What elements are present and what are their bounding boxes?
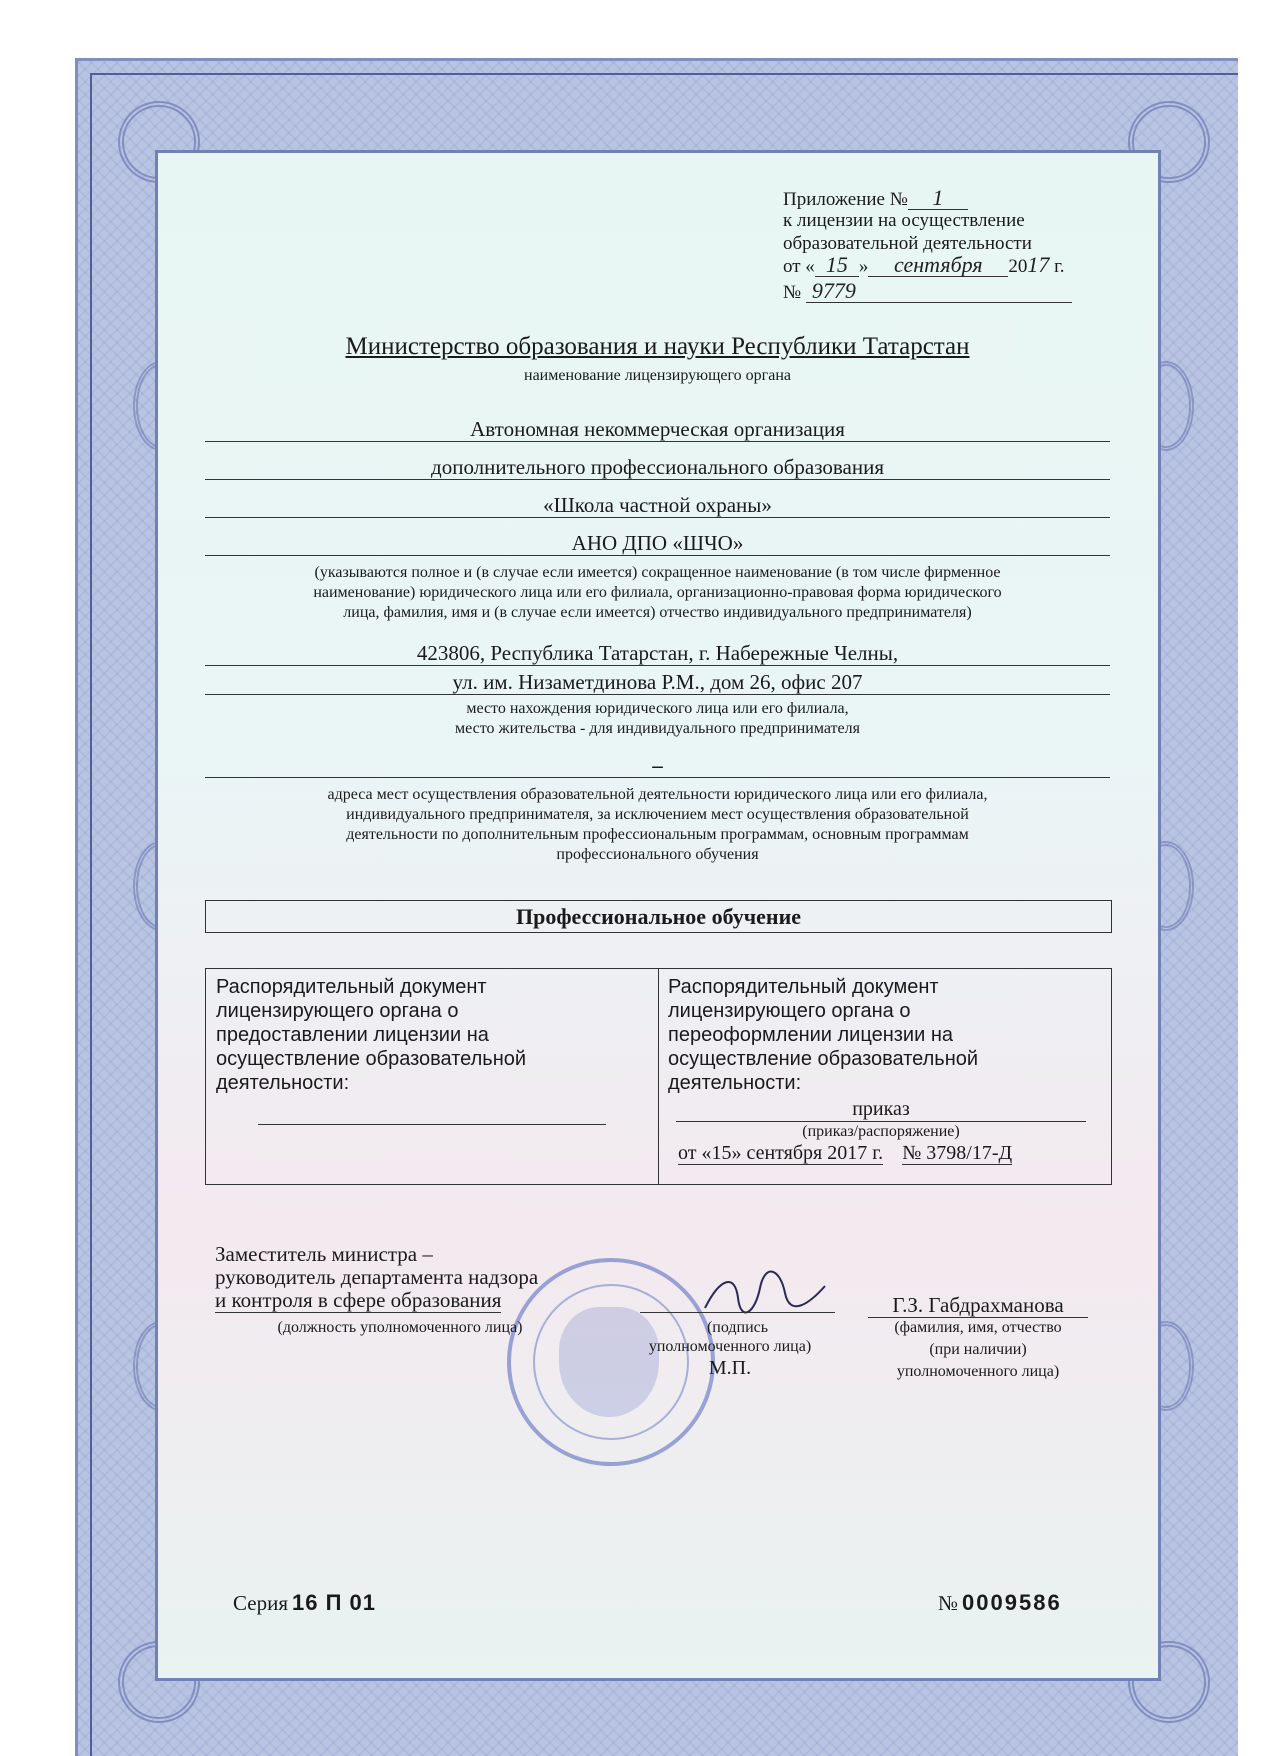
- section-title: Профессиональное обучение: [205, 900, 1112, 933]
- right-line2: лицензирующего органа о: [668, 1000, 911, 1022]
- left-line1: Распорядительный документ: [216, 976, 487, 998]
- right-line3: переоформлении лицензии на: [668, 1024, 953, 1046]
- table-divider: [658, 969, 659, 1184]
- position-line2: руководитель департамента надзора: [215, 1265, 539, 1289]
- date-mid: »: [858, 256, 869, 277]
- position-caption: (должность уполномоченного лица): [277, 1319, 523, 1336]
- org-line2: дополнительного профессионального образования: [205, 455, 1110, 480]
- position-line3: и контроля в сфере образования: [215, 1288, 502, 1312]
- name-caption3: уполномоченного лица): [896, 1363, 1060, 1380]
- position-line1: Заместитель министра –: [215, 1242, 433, 1266]
- activity-places-value: –: [205, 753, 1110, 778]
- org-caption3: лица, фамилия, имя и (в случае если имеется) отчество индивидуального предпринимателя): [343, 604, 972, 621]
- right-doc-date: от «15» сентября 2017 г.: [678, 1142, 884, 1164]
- sign-caption2: уполномоченного лица): [648, 1338, 812, 1355]
- decision-table: [205, 968, 1112, 1185]
- appendix-number-row: [783, 280, 1072, 304]
- authority-caption: наименование лицензирующего органа: [524, 367, 791, 384]
- form-number-label: №: [938, 1591, 959, 1615]
- address-caption2: место жительства - для индивидуального предпринимателя: [455, 720, 860, 737]
- date-prefix: от «: [783, 256, 815, 277]
- right-cell: [668, 975, 1103, 1095]
- left-blank-line: [258, 1124, 606, 1125]
- seal-label: М.П.: [708, 1357, 752, 1379]
- appendix-line2: к лицензии на осуществление: [783, 210, 1025, 231]
- series-value: 16 П 01: [291, 1590, 376, 1615]
- signature-line: [640, 1312, 835, 1313]
- right-doc-number: № 3798/17-Д: [902, 1142, 1013, 1164]
- org-line1: Автономная некоммерческая организация: [205, 417, 1110, 442]
- left-cell: [216, 975, 646, 1095]
- year-prefix: 20: [1008, 256, 1028, 277]
- date-month: сентября: [868, 254, 1008, 277]
- activity-caption3: деятельности по дополнительным профессиональным программам, основным программам: [346, 826, 969, 843]
- address-line2: ул. им. Низаметдинова Р.М., дом 26, офис 207: [205, 670, 1110, 695]
- signer-name: Г.З. Габдрахманова: [868, 1293, 1088, 1318]
- address-line1: 423806, Республика Татарстан, г. Набережные Челны,: [205, 641, 1110, 666]
- left-line3: предоставлении лицензии на: [216, 1024, 489, 1046]
- org-caption2: наименование) юридического лица или его филиала, организационно-правовая форма юридического: [313, 584, 1002, 601]
- form-number-block: [938, 1590, 1062, 1616]
- name-caption1: (фамилия, имя, отчество: [894, 1319, 1062, 1336]
- address-caption1: место нахождения юридического лица или его филиала,: [466, 700, 849, 717]
- handwritten-signature-icon: [700, 1268, 830, 1318]
- series-label: Серия: [233, 1591, 288, 1615]
- org-caption1: (указываются полное и (в случае если имеется) сокращенное наименование (в том числе фирменное: [314, 564, 1001, 581]
- activity-caption1: адреса мест осуществления образовательной деятельности юридического лица или его филиала,: [327, 786, 988, 803]
- name-caption2: (при наличии): [929, 1341, 1027, 1358]
- position-block: [215, 1243, 605, 1313]
- authority-name: Министерство образования и науки Республики Татарстан: [345, 333, 970, 360]
- right-doc-date-row: [678, 1141, 1098, 1165]
- activity-caption4: профессионального обучения: [556, 846, 759, 863]
- right-line1: Распорядительный документ: [668, 976, 939, 998]
- right-line4: осуществление образовательной: [668, 1048, 979, 1070]
- left-line5: деятельности:: [216, 1072, 350, 1094]
- left-line4: осуществление образовательной: [216, 1048, 527, 1070]
- org-line3: «Школа частной охраны»: [205, 493, 1110, 518]
- left-line2: лицензирующего органа о: [216, 1000, 459, 1022]
- license-number: 9779: [806, 280, 1072, 303]
- right-line5: деятельности:: [668, 1072, 802, 1094]
- appendix-date: [783, 254, 1064, 278]
- series-block: [233, 1590, 376, 1616]
- appendix-label-row: [783, 187, 1083, 211]
- appendix-number: 1: [908, 187, 968, 210]
- sign-caption1: (подпись: [706, 1319, 769, 1336]
- org-short: АНО ДПО «ШЧО»: [205, 531, 1110, 556]
- appendix-label: Приложение №: [783, 189, 908, 210]
- appendix-line3: образовательной деятельности: [783, 233, 1032, 254]
- right-doc-caption: (приказ/распоряжение): [802, 1123, 960, 1140]
- year-unit: г.: [1054, 256, 1065, 277]
- year-suffix: 17: [1027, 252, 1050, 277]
- form-number-value: 0009586: [962, 1590, 1062, 1615]
- activity-caption2: индивидуального предпринимателя, за исключением мест осуществления образовательной: [346, 806, 969, 823]
- date-day: 15: [815, 254, 859, 277]
- license-no-label: №: [783, 282, 802, 303]
- right-doc-type: приказ: [676, 1097, 1086, 1122]
